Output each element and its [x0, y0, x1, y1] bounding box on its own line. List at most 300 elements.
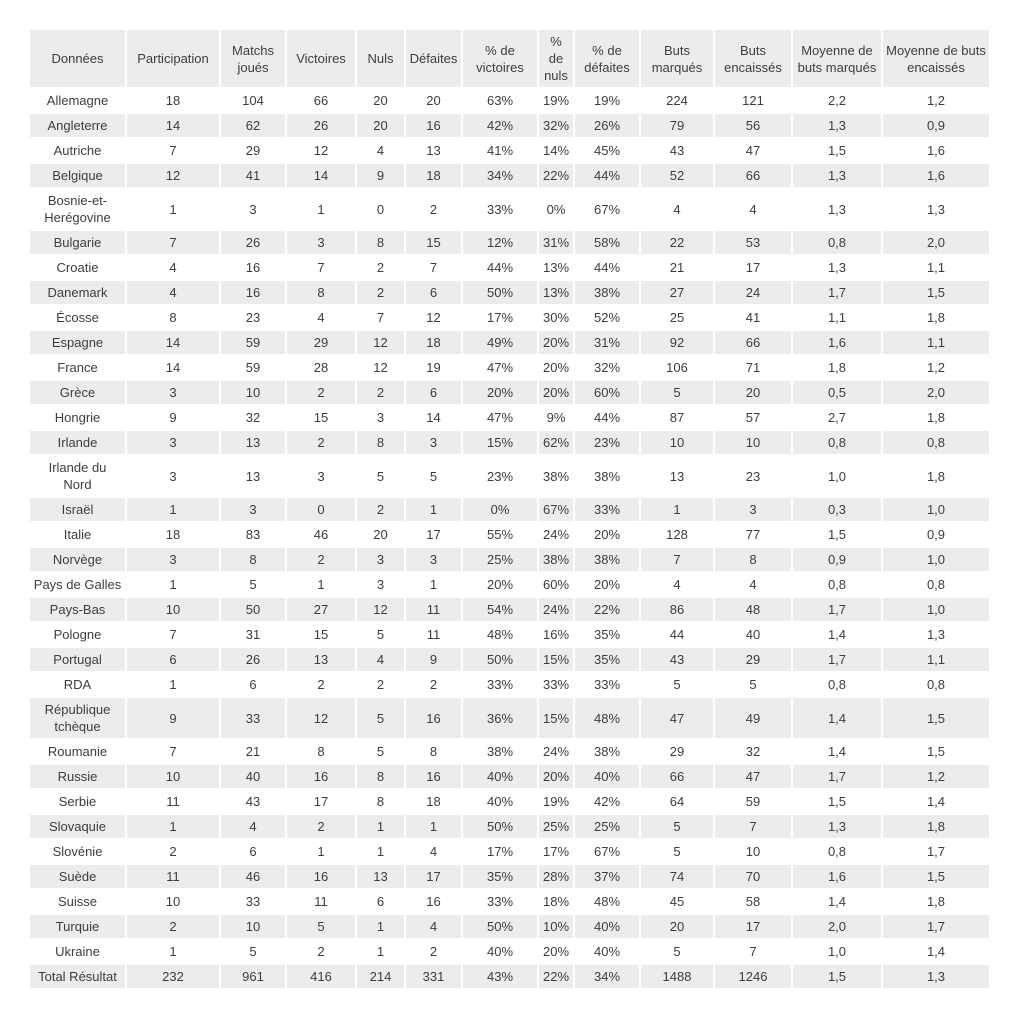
cell: 0,8 [883, 431, 989, 454]
cell: 8 [357, 431, 404, 454]
cell: 1,1 [793, 306, 881, 329]
cell: 1,5 [793, 965, 881, 988]
cell: 9 [357, 164, 404, 187]
row-label: Irlande du Nord [30, 456, 125, 496]
cell: 1 [357, 915, 404, 938]
cell: 5 [221, 940, 285, 963]
cell: 0,5 [793, 381, 881, 404]
cell: 20 [406, 89, 461, 112]
cell: 128 [641, 523, 713, 546]
cell: 3 [357, 548, 404, 571]
cell: 13 [221, 456, 285, 496]
cell: 36% [463, 698, 537, 738]
table-row [30, 431, 989, 454]
cell: 12 [287, 698, 355, 738]
header-row [30, 30, 989, 87]
row-label: Turquie [30, 915, 125, 938]
cell: 67% [539, 498, 573, 521]
cell: 1,0 [793, 940, 881, 963]
cell: 40 [221, 765, 285, 788]
cell: 5 [221, 573, 285, 596]
cell: 1,6 [883, 139, 989, 162]
cell: 0 [357, 189, 404, 229]
cell: 15% [463, 431, 537, 454]
cell: 17 [406, 523, 461, 546]
cell: 1,7 [883, 915, 989, 938]
cell: 12 [357, 598, 404, 621]
cell: 2 [406, 673, 461, 696]
cell: 11 [287, 890, 355, 913]
cell: 0,8 [793, 840, 881, 863]
cell: 8 [406, 740, 461, 763]
cell: 64 [641, 790, 713, 813]
cell: 83 [221, 523, 285, 546]
cell: 46 [287, 523, 355, 546]
cell: 7 [287, 256, 355, 279]
row-label: Autriche [30, 139, 125, 162]
cell: 1,3 [793, 164, 881, 187]
cell: 2 [287, 431, 355, 454]
cell: 40% [463, 790, 537, 813]
cell: 6 [406, 381, 461, 404]
cell: 9% [539, 406, 573, 429]
cell: 59 [221, 356, 285, 379]
cell: 24% [539, 523, 573, 546]
column-header: % de victoires [463, 30, 537, 87]
cell: 1 [287, 189, 355, 229]
cell: 7 [357, 306, 404, 329]
cell: 7 [641, 548, 713, 571]
cell: 7 [127, 139, 219, 162]
cell: 42% [463, 114, 537, 137]
cell: 22 [641, 231, 713, 254]
cell: 35% [575, 623, 639, 646]
cell: 33% [539, 673, 573, 696]
cell: 1488 [641, 965, 713, 988]
cell: 48% [575, 698, 639, 738]
cell: 3 [221, 189, 285, 229]
row-label: Israël [30, 498, 125, 521]
table-row [30, 89, 989, 112]
table-row [30, 139, 989, 162]
cell: 20% [539, 331, 573, 354]
cell: 1,0 [883, 548, 989, 571]
cell: 961 [221, 965, 285, 988]
cell: 38% [575, 740, 639, 763]
column-header: Buts marqués [641, 30, 713, 87]
cell: 2 [406, 940, 461, 963]
cell: 1,7 [793, 648, 881, 671]
cell: 8 [357, 765, 404, 788]
cell: 5 [357, 623, 404, 646]
cell: 30% [539, 306, 573, 329]
cell: 0,8 [793, 573, 881, 596]
cell: 66 [715, 331, 791, 354]
cell: 5 [641, 840, 713, 863]
cell: 9 [127, 406, 219, 429]
cell: 62% [539, 431, 573, 454]
cell: 20% [539, 381, 573, 404]
cell: 41 [715, 306, 791, 329]
cell: 16 [406, 698, 461, 738]
cell: 1,2 [883, 89, 989, 112]
cell: 13 [641, 456, 713, 496]
row-label: Pays de Galles [30, 573, 125, 596]
cell: 1,4 [793, 740, 881, 763]
cell: 31% [575, 331, 639, 354]
cell: 16 [406, 114, 461, 137]
cell: 1,7 [883, 840, 989, 863]
cell: 17% [463, 306, 537, 329]
cell: 22% [539, 965, 573, 988]
cell: 10% [539, 915, 573, 938]
cell: 34% [463, 164, 537, 187]
cell: 54% [463, 598, 537, 621]
cell: 1,8 [883, 406, 989, 429]
cell: 12 [357, 356, 404, 379]
cell: 28% [539, 865, 573, 888]
cell: 17 [406, 865, 461, 888]
cell: 1,0 [883, 598, 989, 621]
cell: 1,0 [883, 498, 989, 521]
cell: 20% [539, 940, 573, 963]
row-label: Grèce [30, 381, 125, 404]
cell: 4 [127, 256, 219, 279]
cell: 11 [127, 790, 219, 813]
cell: 15 [287, 623, 355, 646]
cell: 49 [715, 698, 791, 738]
cell: 50 [221, 598, 285, 621]
cell: 1,3 [883, 965, 989, 988]
cell: 20% [463, 381, 537, 404]
cell: 48 [715, 598, 791, 621]
cell: 20 [641, 915, 713, 938]
cell: 33% [463, 890, 537, 913]
cell: 1,1 [883, 256, 989, 279]
cell: 4 [406, 840, 461, 863]
cell: 40% [575, 915, 639, 938]
table-row [30, 381, 989, 404]
cell: 1,0 [793, 456, 881, 496]
column-header: Matchs joués [221, 30, 285, 87]
table-row [30, 548, 989, 571]
cell: 32% [539, 114, 573, 137]
table-row [30, 623, 989, 646]
cell: 41 [221, 164, 285, 187]
cell: 121 [715, 89, 791, 112]
column-header: Moyenne de buts marqués [793, 30, 881, 87]
cell: 44% [575, 164, 639, 187]
cell: 43 [641, 648, 713, 671]
table-row [30, 306, 989, 329]
cell: 62 [221, 114, 285, 137]
cell: 10 [127, 765, 219, 788]
cell: 20 [357, 114, 404, 137]
cell: 92 [641, 331, 713, 354]
cell: 6 [406, 281, 461, 304]
cell: 22% [539, 164, 573, 187]
cell: 37% [575, 865, 639, 888]
cell: 42% [575, 790, 639, 813]
cell: 0,9 [883, 523, 989, 546]
cell: 25% [575, 815, 639, 838]
cell: 33% [575, 673, 639, 696]
cell: 10 [641, 431, 713, 454]
cell: 7 [127, 231, 219, 254]
row-label: Slovénie [30, 840, 125, 863]
cell: 232 [127, 965, 219, 988]
cell: 5 [287, 915, 355, 938]
cell: 53 [715, 231, 791, 254]
cell: 44 [641, 623, 713, 646]
cell: 5 [357, 456, 404, 496]
cell: 27 [287, 598, 355, 621]
cell: 33 [221, 890, 285, 913]
cell: 12 [357, 331, 404, 354]
cell: 1,5 [883, 281, 989, 304]
cell: 4 [715, 573, 791, 596]
cell: 1,4 [883, 790, 989, 813]
total-row [30, 965, 989, 988]
cell: 14% [539, 139, 573, 162]
cell: 48% [575, 890, 639, 913]
cell: 4 [641, 573, 713, 596]
row-label: Portugal [30, 648, 125, 671]
cell: 20 [357, 89, 404, 112]
cell: 27 [641, 281, 713, 304]
cell: 32% [575, 356, 639, 379]
cell: 1 [357, 840, 404, 863]
cell: 0,9 [793, 548, 881, 571]
column-header: Données [30, 30, 125, 87]
cell: 4 [406, 915, 461, 938]
cell: 3 [127, 431, 219, 454]
cell: 17% [463, 840, 537, 863]
cell: 5 [357, 698, 404, 738]
cell: 1 [357, 815, 404, 838]
cell: 4 [641, 189, 713, 229]
cell: 19% [575, 89, 639, 112]
cell: 16 [406, 890, 461, 913]
cell: 66 [641, 765, 713, 788]
cell: 18 [406, 331, 461, 354]
cell: 1 [127, 673, 219, 696]
table-row [30, 114, 989, 137]
cell: 52 [641, 164, 713, 187]
cell: 14 [406, 406, 461, 429]
cell: 106 [641, 356, 713, 379]
cell: 4 [221, 815, 285, 838]
cell: 2 [127, 915, 219, 938]
cell: 20 [357, 523, 404, 546]
cell: 13 [287, 648, 355, 671]
table-row [30, 164, 989, 187]
cell: 15 [406, 231, 461, 254]
cell: 3 [287, 456, 355, 496]
cell: 0,8 [883, 673, 989, 696]
row-label: France [30, 356, 125, 379]
cell: 4 [357, 139, 404, 162]
cell: 45% [575, 139, 639, 162]
table-row [30, 231, 989, 254]
cell: 66 [715, 164, 791, 187]
cell: 11 [406, 623, 461, 646]
table-row [30, 698, 989, 738]
cell: 2,7 [793, 406, 881, 429]
cell: 1 [287, 840, 355, 863]
cell: 1,8 [883, 306, 989, 329]
cell: 46 [221, 865, 285, 888]
cell: 32 [715, 740, 791, 763]
cell: 12 [287, 139, 355, 162]
cell: 35% [575, 648, 639, 671]
table-row [30, 648, 989, 671]
cell: 8 [127, 306, 219, 329]
cell: 28 [287, 356, 355, 379]
cell: 55% [463, 523, 537, 546]
cell: 16 [287, 865, 355, 888]
cell: 13 [406, 139, 461, 162]
cell: 24% [539, 740, 573, 763]
cell: 1,7 [793, 765, 881, 788]
table-row [30, 189, 989, 229]
cell: 8 [287, 740, 355, 763]
cell: 13 [357, 865, 404, 888]
cell: 20% [575, 523, 639, 546]
cell: 50% [463, 915, 537, 938]
row-label: Danemark [30, 281, 125, 304]
row-label: Écosse [30, 306, 125, 329]
cell: 2 [357, 381, 404, 404]
cell: 50% [463, 281, 537, 304]
cell: 44% [463, 256, 537, 279]
row-label: Allemagne [30, 89, 125, 112]
cell: 47 [641, 698, 713, 738]
cell: 0 [287, 498, 355, 521]
table-row [30, 740, 989, 763]
cell: 6 [127, 648, 219, 671]
cell: 58 [715, 890, 791, 913]
cell: 25 [641, 306, 713, 329]
cell: 86 [641, 598, 713, 621]
row-label: Espagne [30, 331, 125, 354]
table-row [30, 456, 989, 496]
column-header: Victoires [287, 30, 355, 87]
cell: 79 [641, 114, 713, 137]
cell: 13 [221, 431, 285, 454]
cell: 47 [715, 765, 791, 788]
cell: 33 [221, 698, 285, 738]
cell: 18 [127, 523, 219, 546]
table-row [30, 940, 989, 963]
cell: 1,8 [883, 456, 989, 496]
cell: 71 [715, 356, 791, 379]
cell: 4 [715, 189, 791, 229]
cell: 58% [575, 231, 639, 254]
cell: 6 [357, 890, 404, 913]
table-header [30, 30, 989, 87]
cell: 4 [357, 648, 404, 671]
table-row [30, 673, 989, 696]
cell: 18 [406, 790, 461, 813]
cell: 59 [221, 331, 285, 354]
table-row [30, 815, 989, 838]
cell: 6 [221, 840, 285, 863]
cell: 3 [221, 498, 285, 521]
cell: 1,2 [883, 356, 989, 379]
cell: 29 [287, 331, 355, 354]
cell: 0,8 [793, 231, 881, 254]
cell: 1 [357, 940, 404, 963]
cell: 1,8 [883, 815, 989, 838]
column-header: % de nuls [539, 30, 573, 87]
cell: 1,3 [793, 114, 881, 137]
cell: 33% [575, 498, 639, 521]
cell: 1,4 [793, 698, 881, 738]
cell: 5 [641, 381, 713, 404]
row-label: Norvège [30, 548, 125, 571]
row-label: Russie [30, 765, 125, 788]
cell: 7 [406, 256, 461, 279]
row-label: Serbie [30, 790, 125, 813]
cell: 15% [539, 698, 573, 738]
cell: 25% [463, 548, 537, 571]
cell: 0,9 [883, 114, 989, 137]
cell: 3 [715, 498, 791, 521]
cell: 38% [575, 456, 639, 496]
table-body [30, 89, 989, 988]
cell: 1,1 [883, 331, 989, 354]
cell: 60% [575, 381, 639, 404]
table-row [30, 281, 989, 304]
cell: 21 [221, 740, 285, 763]
cell: 0% [463, 498, 537, 521]
cell: 104 [221, 89, 285, 112]
cell: 67% [575, 189, 639, 229]
cell: 2 [127, 840, 219, 863]
cell: 29 [715, 648, 791, 671]
cell: 1,7 [793, 281, 881, 304]
cell: 1 [127, 498, 219, 521]
cell: 41% [463, 139, 537, 162]
cell: 33% [463, 673, 537, 696]
column-header: Défaites [406, 30, 461, 87]
cell: 38% [575, 548, 639, 571]
cell: 1,1 [883, 648, 989, 671]
cell: 24 [715, 281, 791, 304]
stats-table [28, 28, 991, 990]
cell: 33% [463, 189, 537, 229]
cell: 1,8 [883, 890, 989, 913]
table-row [30, 573, 989, 596]
cell: 4 [287, 306, 355, 329]
row-label: Angleterre [30, 114, 125, 137]
cell: 2 [287, 815, 355, 838]
cell: 18% [539, 890, 573, 913]
cell: 1 [127, 940, 219, 963]
cell: 1 [127, 573, 219, 596]
cell: 3 [357, 573, 404, 596]
cell: 20% [539, 356, 573, 379]
cell: 38% [539, 548, 573, 571]
cell: 0,3 [793, 498, 881, 521]
cell: 10 [127, 598, 219, 621]
cell: 16 [406, 765, 461, 788]
cell: 16 [287, 765, 355, 788]
cell: 11 [127, 865, 219, 888]
cell: 38% [539, 456, 573, 496]
cell: 35% [463, 865, 537, 888]
